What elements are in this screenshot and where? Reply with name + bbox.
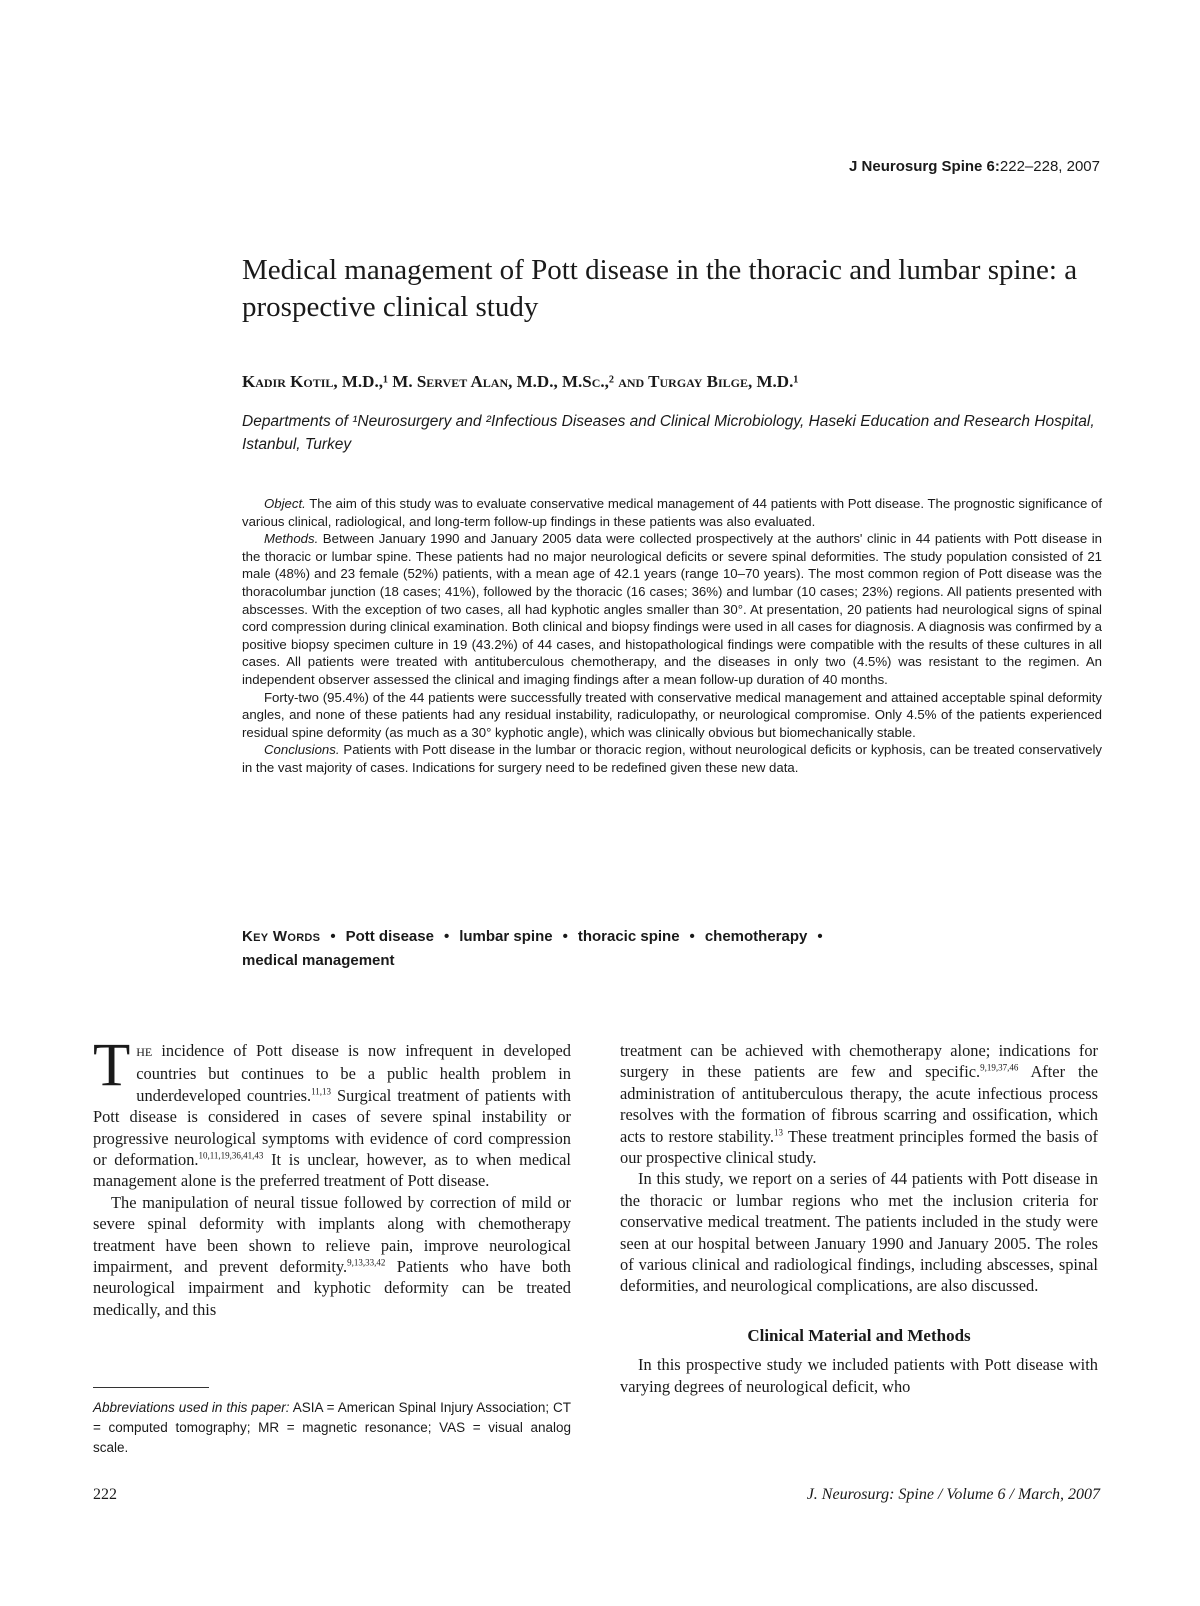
keyword: Pott disease	[345, 928, 434, 945]
keyword-bullet: •	[562, 928, 568, 945]
citation-ref: 9,19,37,46	[980, 1062, 1019, 1073]
keyword-bullet: •	[443, 928, 450, 945]
abstract-object	[242, 495, 1102, 530]
smallcap-lead: HE	[136, 1045, 153, 1059]
abstract	[242, 495, 1102, 777]
abstract-results: Forty-two (95.4%) of the 44 patients were successfully treated with conservative medical management and attained acceptable spinal deformity angles, and none of these patients had any residual instability, radiculopathy, or neurological compromise. Only 4.5% of the patients experienced residual spine deformity (as much as a 30° kyphotic angle), which was clinically obvious but biomechanically stable.	[242, 689, 1102, 740]
section-heading: Clinical Material and Methods	[747, 1325, 971, 1345]
citation-ref: 11,13	[311, 1086, 332, 1097]
keyword: chemotherapy	[704, 928, 808, 945]
journal-citation	[849, 158, 1100, 175]
author-list: Kadir Kotil, M.D.,¹ M. Servet Alan, M.D., M.Sc.,² and Turgay Bilge, M.D.¹	[242, 372, 799, 391]
abstract-methods-label: Methods.	[264, 531, 319, 547]
abstract-methods	[242, 530, 1102, 688]
citation-ref: 10,11,19,36,41,43	[198, 1150, 264, 1161]
footnote-label: Abbreviations used in this paper:	[93, 1400, 290, 1415]
keyword-bullet: •	[330, 928, 336, 945]
journal-footer: J. Neurosurg: Spine / Volume 6 / March, 2007	[806, 1486, 1100, 1503]
body-text: The manipulation of neural tissue followed by correction of mild or severe spinal deformity with implants along with chemotherapy treatment have been shown to relieve pain, improve neurological impairment, and prevent deformity.	[93, 1192, 571, 1277]
body-left-column	[93, 1032, 572, 1320]
keyword-bullet: •	[817, 928, 823, 945]
body-paragraph: In this prospective study we included patients with Pott disease with varying degrees of neurological deficit, who	[620, 1355, 1098, 1396]
abstract-methods-text: Between January 1990 and January 2005 data were collected prospectively at the authors' clinic in 44 patients with Pott disease in the thoracic or lumbar spine. These patients had no major neurological deficits or severe spinal deformities. The study population consisted of 21 male (48%) and 23 female (52%) patients, with a mean age of 42.1 years (range 10–70 years). The most common region of Pott disease was the thoracolumbar junction (18 cases; 41%), followed by the thoracic (16 cases; 36%) and lumbar (10 cases; 23%) regions. All patients presented with abscesses. With the exception of two cases, all had kyphotic angles smaller than 30°. At presentation, 20 patients had neurological signs of spinal cord compression during clinical examination. Both clinical and biopsy findings were used in all cases for diagnosis. A diagnosis was confirmed by a positive biopsy specimen culture in 19 (43.2%) of 44 cases, and histopathological findings were compatible with the results of these cultures in all cases. All patients were treated with antituberculous chemotherapy, and the diseases in only two (4.5%) was resistant to the regimen. An independent observer assessed the clinical and imaging findings after a mean follow-up duration of 40 months.	[242, 531, 1102, 687]
abstract-conclusions-text: Patients with Pott disease in the lumbar or thoracic region, without neurological deficits or kyphosis, can be treated conservatively in the vast majority of cases. Indications for surgery need to be redefined given these new data.	[242, 742, 1102, 775]
body-text: These treatment principles formed the basis of our prospective clinical study.	[620, 1126, 1098, 1168]
citation-pages: 222–228, 2007	[999, 158, 1100, 175]
keyword: lumbar spine	[459, 928, 553, 945]
body-text: incidence of Pott disease is now infrequent in developed countries but continues to be a public health problem in underdeveloped countries.	[136, 1041, 571, 1105]
body-paragraph: In this study, we report on a series of 44 patients with Pott disease in the thoracic or lumbar regions who met the inclusion criteria for conservative medical treatment. The patients included in the study were seen at our hospital between January 1990 and January 2005. The roles of various clinical and radiological findings, including abscesses, spinal deformities, and neurological complications, are also discussed.	[620, 1169, 1098, 1296]
keyword: thoracic spine	[577, 928, 680, 945]
body-text: Surgical treatment of patients with Pott disease is considered in cases of severe spinal instability or progressive neurological symptoms with evidence of cord compression or deformation.	[93, 1085, 572, 1170]
citation-ref: 13	[774, 1127, 784, 1138]
body-paragraph	[93, 1192, 571, 1320]
footnote-text: ASIA = American Spinal Injury Association; CT = computed tomography; MR = magnetic resonance; VAS = visual analog scale.	[93, 1400, 571, 1455]
abstract-object-text: The aim of this study was to evaluate conservative medical management of 44 patients with Pott disease. The prognostic significance of various clinical, radiological, and long-term follow-up findings in these patients was also evaluated.	[242, 496, 1102, 529]
keywords	[242, 925, 1102, 973]
citation-ref: 9,13,33,42	[347, 1257, 386, 1268]
body-text: It is unclear, however, as to when medical management alone is the preferred treatment of Pott disease.	[93, 1150, 571, 1191]
keyword: medical management	[242, 952, 395, 969]
keywords-label: Key Words	[242, 928, 321, 945]
page-number: 222	[93, 1486, 117, 1503]
body-paragraph	[620, 1040, 1098, 1168]
body-text: Patients who have both neurological impairment and kyphotic deformity can be treated medically, and this	[93, 1257, 571, 1319]
body-right-column	[620, 1040, 1098, 1397]
body-text: After the administration of antituberculous therapy, the acute infectious process resolves with the formation of fibrous scarring and ossification, which acts to restore stability.	[620, 1062, 1098, 1146]
body-text: treatment can be achieved with chemotherapy alone; indications for surgery in these patients are few and specific.	[620, 1041, 1098, 1082]
drop-cap: T	[93, 1032, 131, 1099]
article-title: Medical management of Pott disease in the thoracic and lumbar spine: a prospective clinical study	[242, 254, 1078, 323]
footnote-rule	[93, 1387, 209, 1388]
citation-journal: J Neurosurg Spine 6:	[849, 158, 1000, 175]
abstract-conclusions	[242, 741, 1102, 776]
keyword-bullet: •	[689, 928, 695, 945]
abstract-conclusions-label: Conclusions.	[264, 742, 340, 758]
abstract-object-label: Object.	[264, 496, 306, 511]
body-paragraph	[93, 1032, 572, 1192]
footnote	[93, 1398, 571, 1458]
affiliation: Departments of ¹Neurosurgery and ²Infectious Diseases and Clinical Microbiology, Haseki Education and Research Hospital, Istanbul, Turkey	[242, 413, 1095, 453]
